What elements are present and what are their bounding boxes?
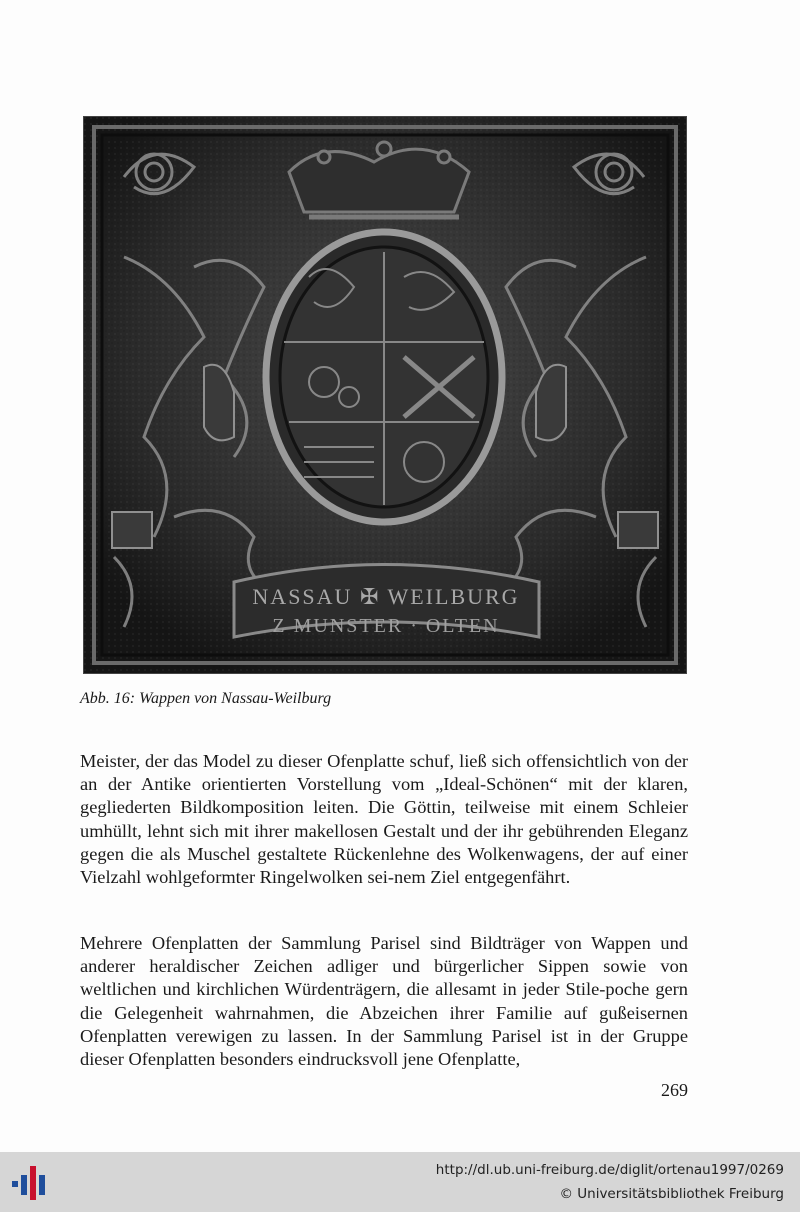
source-url-link[interactable]: http://dl.ub.uni-freiburg.de/diglit/ortenau1997/0269 (435, 1162, 784, 1178)
library-logo-icon[interactable] (10, 1164, 50, 1202)
library-footer (0, 1152, 800, 1212)
stove-plate-figure (84, 117, 686, 673)
copyright-notice: © Universitätsbibliothek Freiburg (559, 1186, 784, 1202)
paragraph-2: Mehrere Ofenplatten der Sammlung Parisel sind Bildträger von Wappen und anderer heraldischer Zeichen adliger und bürgerlicher Sippen sowie von weltlichen und kirchlichen Würdenträgern, die allesamt in jeder Stile-poche gern die Gelegenheit wahrnahmen, die Abzeichen ihrer Familie auf gußeisernen Ofenplatten verewigen zu lassen. In der Sammlung Parisel ist in der Gruppe dieser Ofenplatten besonders eindrucksvoll jene Ofenplatte, (80, 933, 688, 1070)
stove-plate-image (84, 117, 686, 673)
inscription-line-2: Z MUNSTER · OLTEN (272, 615, 500, 637)
figure-caption: Abb. 16: Wappen von Nassau-Weilburg (80, 690, 332, 707)
inscription-line-1: NASSAU ✠ WEILBURG (252, 584, 520, 609)
page-number: 269 (661, 1080, 688, 1100)
paragraph-1: Meister, der das Model zu dieser Ofenplatte schuf, ließ sich offensichtlich von der an der Antike orientierten Vorstellung vom „Ideal-Schönen“ mit der klaren, gegliederten Bildkomposition leiten. Die Göttin, teilweise mit einem Schleier umhüllt, lehnt sich mit ihrer makellosen Gestalt und der ihr gebührenden Eleganz gegen die als Muschel gestaltete Rückenlehne des Wolkenwagens, der auf einer Vielzahl wohlgeformter Ringelwolken sei-nem Ziel entgegenfährt. (80, 751, 688, 888)
